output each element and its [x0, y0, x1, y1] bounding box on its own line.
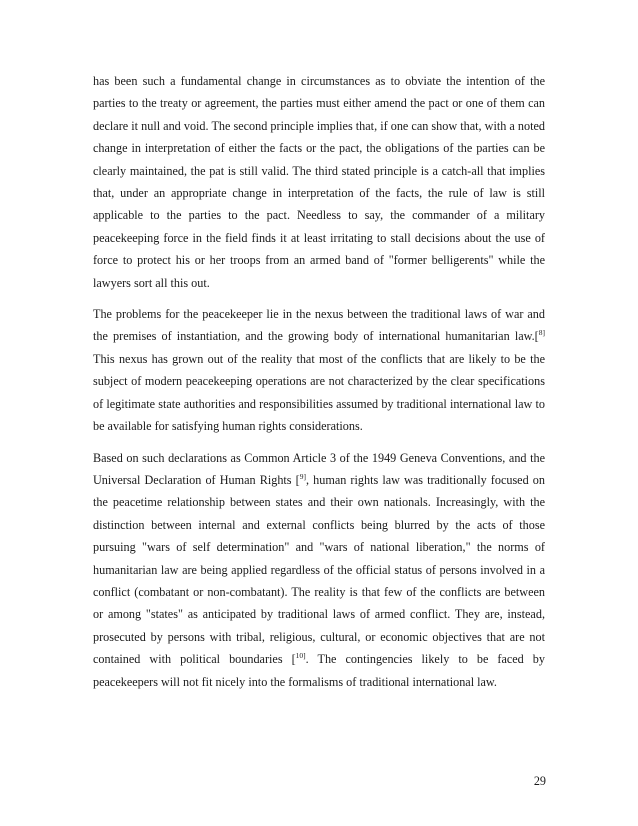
paragraph-1: [93, 70, 545, 294]
body-text: [93, 70, 545, 702]
paragraph-3-text-after: . The contingencies likely to be faced by peacekeepers will not fit nicely into the formalisms of traditional international law.: [93, 652, 545, 689]
paragraph-2: [93, 303, 545, 437]
paragraph-2-text-before: The problems for the peacekeeper lie in the nexus between the traditional laws of war and the premises of instantiation, and the growing body of international humanitarian law.[: [93, 307, 545, 344]
paragraph-2-text-after: This nexus has grown out of the reality that most of the conflicts that are likely to be the subject of modern peacekeeping operations are not characterized by the clear specifications of legitimate state authorities and responsibilities assumed by traditional international law to be available for satisfying human rights considerations.: [93, 351, 545, 434]
paragraph-3: [93, 447, 545, 693]
footnote-ref-10: 10]: [295, 651, 306, 661]
footnote-ref-9: 9]: [299, 471, 306, 481]
footnote-ref-8: 8]: [538, 328, 545, 338]
paragraph-3-text-before: Based on such declarations as Common Article 3 of the 1949 Geneva Conventions, and the Universal Declaration of Human Rights [: [93, 450, 545, 487]
paragraph-3-text-middle: , human rights law was traditionally focused on the peacetime relationship between states and their own nationals. Increasingly, with the distinction between internal and external conflicts being blurred by the acts of those pursuing "wars of self determination" and "wars of national liberation," the norms of humanitarian law are being applied regardless of the official status of persons involved in a conflict (combatant or non-combatant). The reality is that few of the conflicts are between or among "states" as anticipated by traditional laws of armed conflict. They are, instead, prosecuted by persons with tribal, religious, cultural, or economic objectives that are not contained with political boundaries [: [93, 472, 545, 667]
page-number: 29: [533, 774, 546, 788]
paragraph-1-text: has been such a fundamental change in circumstances as to obviate the intention of the parties to the treaty or agreement, the parties must either amend the pact or one of them can declare it null and void. The second principle implies that, if one can show that, with a noted change in interpretation of either the facts or the pact, the obligations of the parties can be clearly maintained, the pat is still valid. The third stated principle is a catch-all that implies that, under an appropriate change in interpretation of the facts, the rule of law is still applicable to the parties to the pact. Needless to say, the commander of a military peacekeeping force in the field finds it at least irritating to stall decisions about the use of force to protect his or her troops from an armed band of "former belligerents" while the lawyers sort all this out.: [93, 74, 545, 290]
